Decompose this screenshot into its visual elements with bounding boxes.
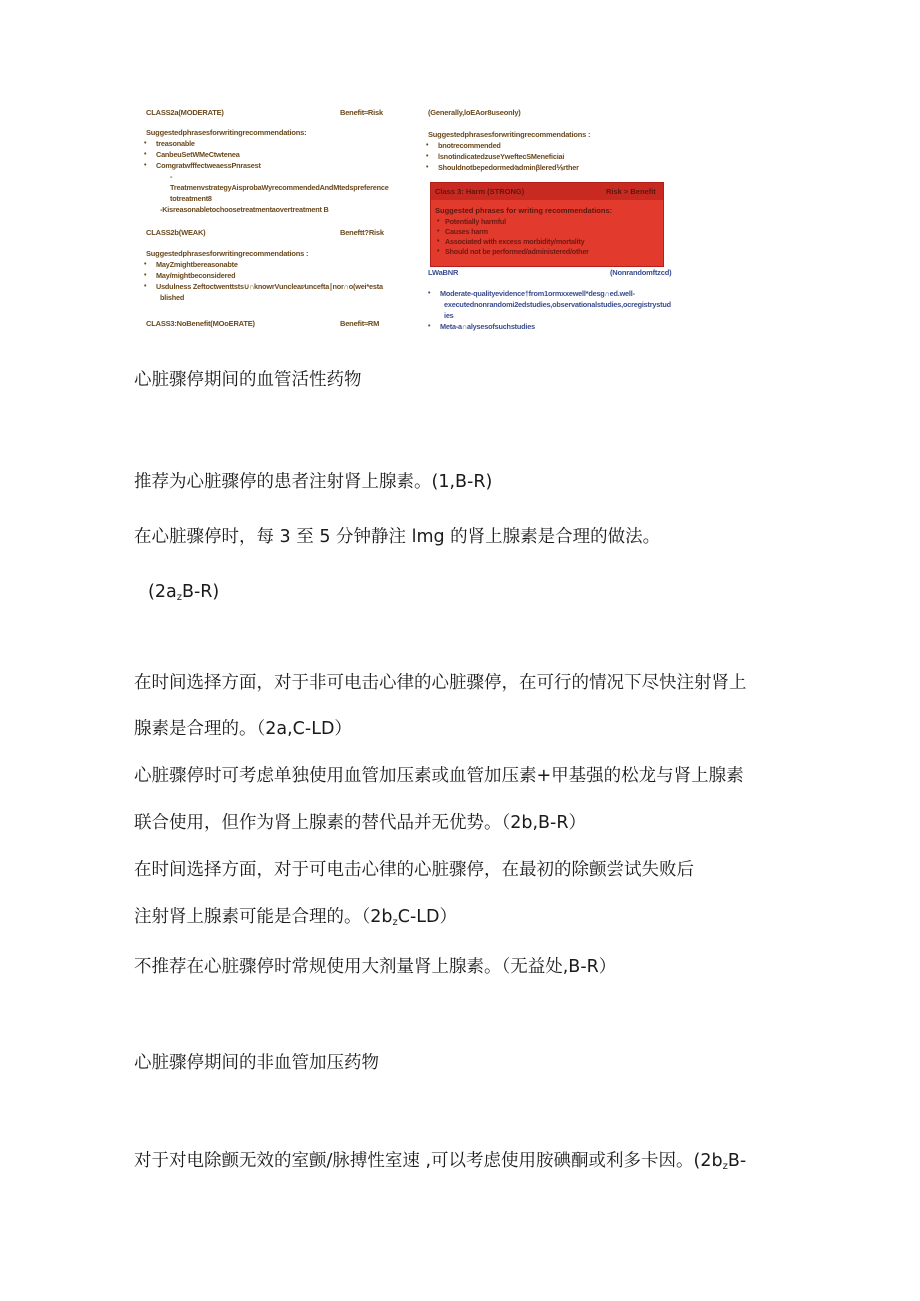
paragraph-6-line2: 注射肾上腺素可能是合理的。$(2b_zC-LD)$ bbox=[134, 907, 458, 928]
list-item: ies bbox=[444, 311, 454, 320]
class2b-label: CLASS2b(WEAK) bbox=[146, 228, 206, 237]
lwabnr-list bbox=[424, 288, 671, 332]
paragraph-4-line2: 腺素是合理的。（2a,C-LD） bbox=[134, 719, 352, 739]
class2a-list bbox=[140, 138, 389, 215]
paragraph-5-line1: 心脏骤停时可考虑单独使用血管加压素或血管加压素+甲基强的松龙与肾上腺素 bbox=[134, 766, 744, 786]
paragraph-6-line1: 在时间选择方面，对于可电击心律的心脏骤停，在最初的除颤尝试失败后 bbox=[134, 860, 694, 880]
list-item: • Causes harm bbox=[435, 227, 589, 237]
class3-harm-box bbox=[430, 182, 664, 267]
harm-list bbox=[435, 217, 589, 257]
paragraph-5-line2: 联合使用，但作为肾上腺素的替代品并无优势。（2b,B-R） bbox=[134, 813, 587, 833]
list-item: • Moderate-qualityevidence†from1ormxxewell*desg∩ed.well- bbox=[424, 288, 671, 299]
class3-nobenefit-label: CLASS3:NoBenefit(MOoERATE) bbox=[146, 319, 255, 328]
list-item: • Shouldnotbepedormed∕adminβlered⅕rther bbox=[422, 162, 579, 173]
class3-nobenefit-benefit: Benefit≈RM bbox=[340, 319, 380, 328]
class3-phrases-heading: Suggestedphrasesforwritingrecommendations : bbox=[428, 130, 591, 139]
class2a-phrases-heading: Suggestedphrasesforwritingrecommendations: bbox=[146, 128, 307, 137]
list-item: • CanbeuSetWMeCtwtenea bbox=[140, 149, 389, 160]
list-item: -Kisreasonabletochoosetreatmentaovertreatment B bbox=[160, 205, 329, 214]
list-item: TreatmenvstrategyAisprobaWyrecommendedAndMtedspreference bbox=[170, 183, 389, 192]
lwabnr-type: (Nonrandomftzcd) bbox=[610, 268, 672, 277]
list-item: • May/mightbeconsidered bbox=[140, 270, 383, 281]
list-item: • Should not be performed/administered/other bbox=[435, 247, 589, 257]
class2b-benefit: Beneftt?Risk bbox=[340, 228, 384, 237]
list-item: • MayZmightbereasonabte bbox=[140, 259, 383, 270]
class3-nobenefit-list bbox=[422, 140, 579, 173]
lwabnr-label: LWaBNR bbox=[428, 268, 459, 277]
list-item: - bbox=[170, 172, 173, 181]
section-heading-nonvasopressor: 心脏骤停期间的非血管加压药物 bbox=[134, 1053, 379, 1073]
paragraph-4-line1: 在时间选择方面，对于非可电击心律的心脏骤停，在可行的情况下尽快注射肾上 bbox=[134, 673, 747, 693]
generally-note: (Generally,loEAor8useonly) bbox=[428, 108, 521, 117]
paragraph-3: $(2a_zB-R)$ bbox=[148, 582, 220, 603]
paragraph-1: 推荐为心脏骤停的患者注射肾上腺素。(1,B-R) bbox=[134, 472, 493, 492]
list-item: • ComgratwfffectweaessPnrasest bbox=[140, 160, 389, 171]
recommendation-classes-figure bbox=[140, 98, 680, 338]
list-item: blished bbox=[160, 293, 185, 302]
list-item: totreatment8 bbox=[170, 194, 212, 203]
class2b-list bbox=[140, 259, 383, 303]
section-heading-vasoactive: 心脏骤停期间的血管活性药物 bbox=[134, 370, 362, 390]
list-item: • Associated with excess morbidity/mortality bbox=[435, 237, 589, 247]
harm-label: Class 3: Harm (STRONG) bbox=[435, 187, 525, 196]
paragraph-7: 不推荐在心脏骤停时常规使用大剂量肾上腺素。（无益处,B-R） bbox=[134, 957, 617, 977]
list-item: • bnotrecommended bbox=[422, 140, 579, 151]
harm-ratio: Risk > Benefit bbox=[606, 187, 656, 196]
harm-phrases-heading: Suggested phrases for writing recommendations: bbox=[435, 206, 613, 215]
list-item: executednonrandomi2edstudies,observationalstudies,ocregistrystud bbox=[444, 300, 671, 309]
list-item: • treasonable bbox=[140, 138, 389, 149]
list-item: • lsnotindicatedzuseYweftecSMeneficiai bbox=[422, 151, 579, 162]
list-item: • Potentially harmful bbox=[435, 217, 589, 227]
class2a-label: CLASS2a(MODERATE) bbox=[146, 108, 224, 117]
paragraph-2: 在心脏骤停时，每 3 至 5 分钟静注 lmg 的肾上腺素是合理的做法。 bbox=[134, 527, 661, 547]
list-item: • Meta-a∩alysesofsuchstudies bbox=[424, 321, 671, 332]
class2b-phrases-heading: Suggestedphrasesforwritingrecommendations : bbox=[146, 249, 309, 258]
class2a-benefit: Benefit≈Risk bbox=[340, 108, 383, 117]
paragraph-8: 对于对电除颤无效的室颤/脉搏性室速 ,可以考虑使用胺碘酮或利多卡因。($2b_zB-$ bbox=[134, 1151, 747, 1172]
list-item: • Usdulness Zeftoctwenttsts∪∩knowrVunclear∕uncefta∣nor∩o(wei*esta bbox=[140, 281, 383, 292]
